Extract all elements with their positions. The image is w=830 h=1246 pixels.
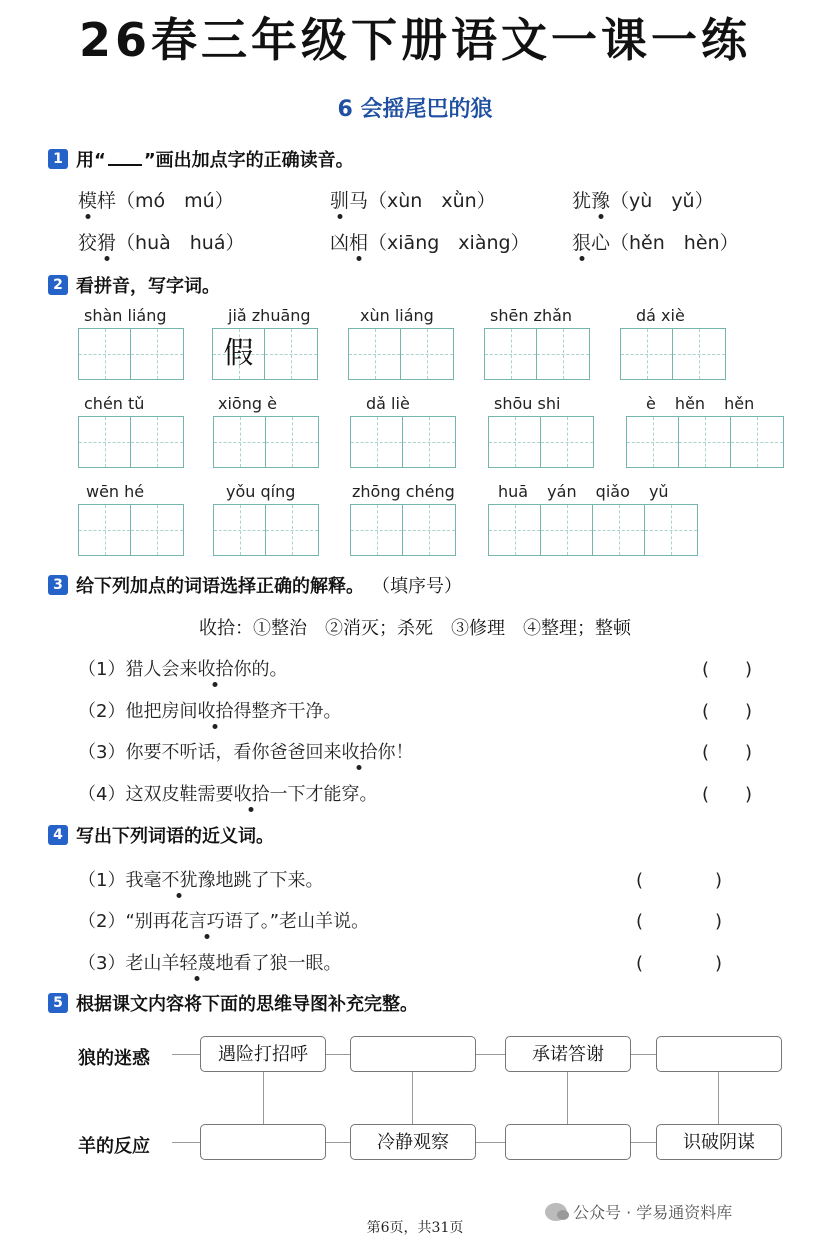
grid-cell[interactable] — [645, 505, 697, 555]
reading-item — [330, 228, 530, 255]
question-5-title: 根据课文内容将下面的思维导图补充完整。 — [76, 994, 418, 1015]
grid-cell[interactable] — [214, 417, 266, 467]
question-number-badge: 3 — [48, 575, 68, 595]
lesson-title: 6 会摇尾巴的狼 — [337, 97, 493, 122]
mindmap-row-label: 羊的反应 — [78, 1136, 150, 1157]
reading-item — [78, 186, 234, 213]
sentence-item: （2）“别再花言巧语了。”老山羊说。 — [78, 911, 370, 932]
writing-grid[interactable] — [78, 328, 184, 380]
question-3-heading — [48, 572, 462, 598]
question-1-heading — [48, 146, 354, 172]
dotted-word: 收拾 — [341, 742, 378, 763]
pinyin-label: zhōng chéng — [352, 482, 455, 501]
pinyin-label: shōu shi — [494, 394, 561, 413]
reading-options: （yù yǔ） — [610, 190, 714, 212]
dotted-char: 狠 — [572, 232, 592, 254]
grid-cell[interactable] — [489, 417, 541, 467]
mindmap-box[interactable] — [505, 1124, 631, 1160]
grid-cell[interactable] — [131, 505, 183, 555]
pinyin-label: xùn liáng — [360, 306, 434, 325]
dotted-char: 模 — [78, 190, 98, 212]
watermark-text: 公众号 · 学易通资料库 — [573, 1203, 733, 1222]
dotted-word: 轻蔑 — [179, 953, 216, 974]
answer-blank[interactable]: ( ) — [636, 953, 723, 974]
reading-options: （huà huá） — [116, 232, 245, 254]
writing-grid[interactable] — [212, 328, 318, 380]
reading-options: 马（xùn xǜn） — [349, 190, 496, 212]
question-2-heading — [48, 272, 220, 298]
connector-line — [718, 1072, 719, 1124]
grid-cell[interactable] — [401, 329, 453, 379]
answer-blank[interactable]: ( ) — [702, 742, 753, 763]
grid-cell[interactable] — [79, 417, 131, 467]
grid-cell[interactable] — [131, 417, 183, 467]
writing-grid[interactable] — [488, 416, 594, 468]
sentence-item: （1）我毫不犹豫地跳了下来。 — [78, 870, 324, 891]
pinyin-label: jiǎ zhuāng — [228, 306, 311, 325]
question-2-title: 看拼音，写字词。 — [76, 276, 220, 297]
mindmap-row-label: 狼的迷惑 — [78, 1048, 150, 1069]
dotted-word: 收拾 — [197, 659, 234, 680]
reading-options: 心（hěn hèn） — [591, 232, 739, 254]
grid-cell[interactable] — [489, 505, 541, 555]
pinyin-label: è hěn hěn — [646, 394, 755, 413]
answer-blank[interactable]: ( ) — [636, 870, 723, 891]
writing-grid[interactable] — [620, 328, 726, 380]
answer-blank[interactable]: ( ) — [702, 659, 753, 680]
pinyin-label: yǒu qíng — [226, 482, 296, 501]
sentence-item: （3）老山羊轻蔑地看了狼一眼。 — [78, 953, 342, 974]
reading-item — [78, 228, 245, 255]
dotted-char: 豫 — [591, 190, 611, 212]
dotted-word: 收拾 — [197, 701, 234, 722]
writing-grid[interactable] — [626, 416, 784, 468]
pinyin-label: xiōng è — [218, 394, 277, 413]
grid-cell[interactable] — [214, 505, 266, 555]
mindmap-box[interactable]: 冷静观察 — [350, 1124, 476, 1160]
pinyin-label: dǎ liè — [366, 394, 410, 413]
grid-cell[interactable] — [541, 417, 593, 467]
grid-cell[interactable] — [79, 505, 131, 555]
reading-item — [572, 186, 714, 213]
question-1-title-a: 用“ — [76, 150, 106, 171]
definition-options: 收拾：①整治 ②消灭；杀死 ③修理 ④整理；整顿 — [199, 618, 631, 639]
pinyin-label: chén tǔ — [84, 394, 145, 413]
grid-cell[interactable] — [351, 417, 403, 467]
reading-options: 样（mó mú） — [97, 190, 234, 212]
writing-grid[interactable] — [78, 504, 184, 556]
grid-cell[interactable] — [131, 329, 183, 379]
grid-cell[interactable] — [266, 505, 318, 555]
grid-cell[interactable] — [79, 329, 131, 379]
connector-line — [263, 1072, 264, 1124]
grid-cell[interactable]: 假 — [213, 329, 265, 379]
grid-cell[interactable] — [627, 417, 679, 467]
mindmap-box[interactable] — [350, 1036, 476, 1072]
question-number-badge: 4 — [48, 825, 68, 845]
reading-pre: 狡 — [78, 232, 98, 254]
mindmap-box[interactable]: 遇险打招呼 — [200, 1036, 326, 1072]
writing-grid[interactable] — [78, 416, 184, 468]
pinyin-label: wēn hé — [86, 482, 145, 501]
page-number: 第6页，共31页 — [366, 1220, 464, 1236]
reading-item — [572, 228, 739, 255]
connector-line — [412, 1072, 413, 1124]
grid-cell[interactable] — [541, 505, 593, 555]
grid-cell[interactable] — [349, 329, 401, 379]
mindmap-box[interactable] — [656, 1036, 782, 1072]
writing-grid[interactable] — [213, 504, 319, 556]
pinyin-label: dá xiè — [636, 306, 685, 325]
question-4-heading — [48, 822, 274, 848]
grid-cell[interactable] — [403, 417, 455, 467]
mindmap-box[interactable]: 承诺答谢 — [505, 1036, 631, 1072]
reading-item — [330, 186, 496, 213]
dotted-word: 毫不犹豫 — [143, 870, 216, 891]
dotted-char: 猾 — [97, 232, 117, 254]
mindmap-box[interactable]: 识破阴谋 — [656, 1124, 782, 1160]
reading-pre: 犹 — [572, 190, 592, 212]
grid-cell[interactable] — [593, 505, 645, 555]
sentence-item: （2）他把房间收拾得整齐干净。 — [78, 701, 342, 722]
writing-grid[interactable] — [350, 416, 456, 468]
grid-cell[interactable] — [403, 505, 455, 555]
dotted-char: 驯 — [330, 190, 350, 212]
question-number-badge: 2 — [48, 275, 68, 295]
grid-cell[interactable] — [731, 417, 783, 467]
page-title: 26春三年级下册语文一课一练 — [78, 13, 751, 67]
dotted-char: 相 — [349, 232, 369, 254]
grid-cell[interactable] — [621, 329, 673, 379]
question-1-title-b: ”画出加点字的正确读音。 — [143, 150, 354, 171]
question-3-note: （填序号） — [372, 576, 462, 597]
grid-cell[interactable] — [351, 505, 403, 555]
writing-grid[interactable] — [484, 328, 590, 380]
grid-cell[interactable] — [485, 329, 537, 379]
underline-mark — [108, 152, 142, 166]
pinyin-label: shēn zhǎn — [490, 306, 573, 325]
pinyin-label: huā yán qiǎo yǔ — [498, 482, 669, 501]
answer-blank[interactable]: ( ) — [702, 784, 753, 805]
mindmap-box[interactable] — [200, 1124, 326, 1160]
question-3-title: 给下列加点的词语选择正确的解释。 — [76, 576, 364, 597]
grid-cell[interactable] — [673, 329, 725, 379]
question-5-heading — [48, 990, 418, 1016]
dotted-word: 收拾 — [233, 784, 270, 805]
grid-cell[interactable] — [537, 329, 589, 379]
grid-cell[interactable] — [265, 329, 317, 379]
writing-grid[interactable] — [213, 416, 319, 468]
reading-pre: 凶 — [330, 232, 350, 254]
writing-grid[interactable] — [348, 328, 454, 380]
grid-cell[interactable] — [679, 417, 731, 467]
answer-blank[interactable]: ( ) — [636, 911, 723, 932]
grid-cell[interactable] — [266, 417, 318, 467]
connector-line — [567, 1072, 568, 1124]
writing-grid[interactable] — [350, 504, 456, 556]
dotted-word: 花言巧语 — [170, 911, 243, 932]
sentence-item: （1）猎人会来收拾你的。 — [78, 659, 288, 680]
question-number-badge: 5 — [48, 993, 68, 1013]
question-number-badge: 1 — [48, 149, 68, 169]
answer-blank[interactable]: ( ) — [702, 701, 753, 722]
sentence-item: （3）你要不听话，看你爸爸回来收拾你！ — [78, 742, 414, 763]
sentence-item: （4）这双皮鞋需要收拾一下才能穿。 — [78, 784, 378, 805]
reading-options: （xiāng xiàng） — [368, 232, 530, 254]
question-4-title: 写出下列词语的近义词。 — [76, 826, 274, 847]
pinyin-label: shàn liáng — [84, 306, 167, 325]
writing-grid[interactable] — [488, 504, 698, 556]
